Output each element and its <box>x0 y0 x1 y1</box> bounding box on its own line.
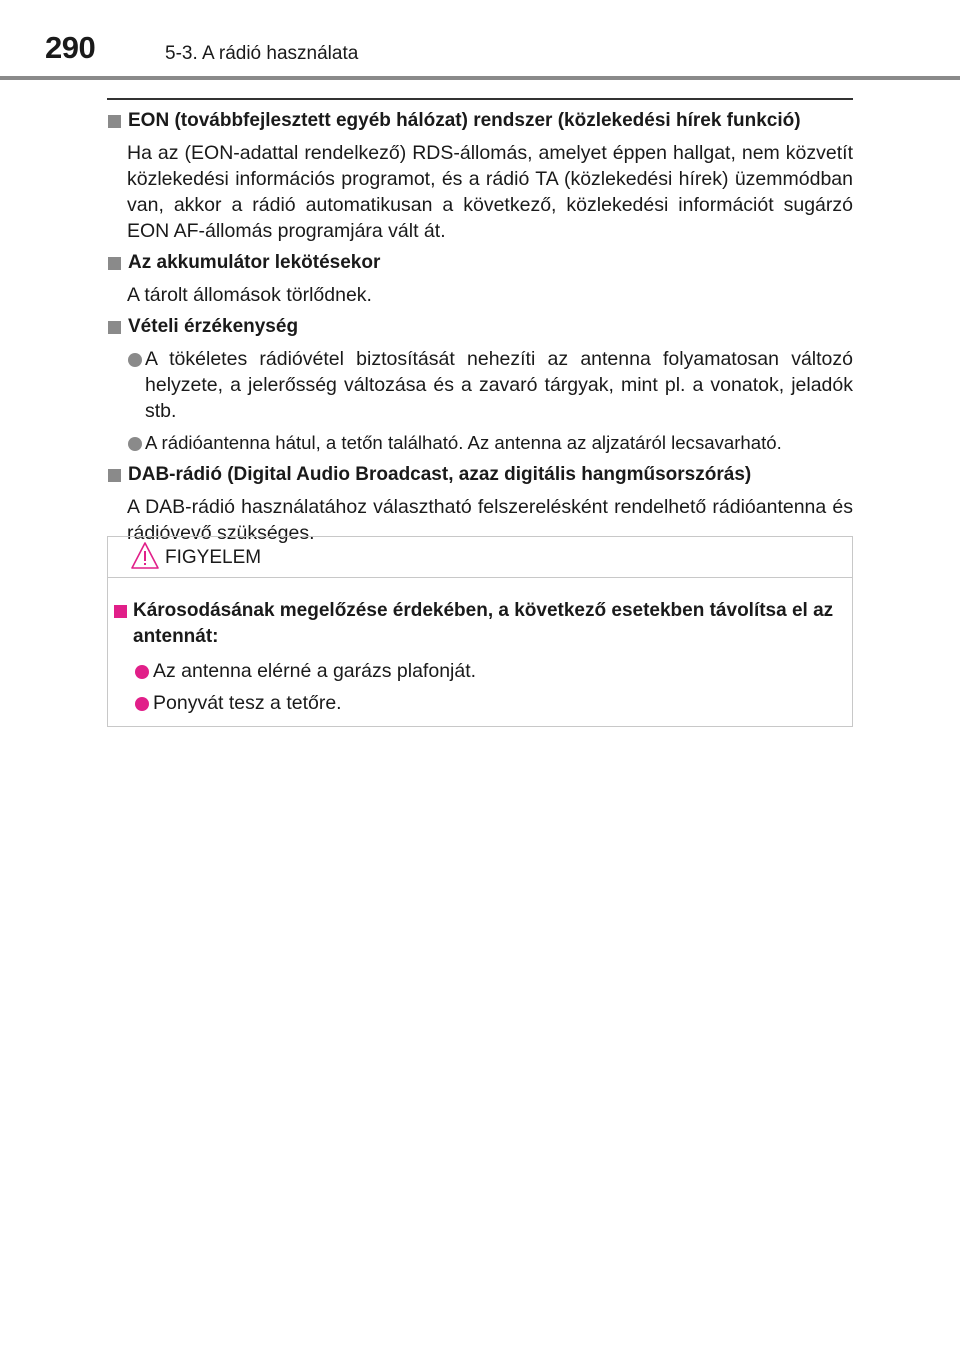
warning-triangle-icon <box>130 541 160 576</box>
list-item <box>107 346 853 424</box>
section-heading <box>107 250 853 276</box>
square-bullet-icon <box>108 469 121 482</box>
square-bullet-icon <box>114 605 127 618</box>
circle-bullet-icon <box>128 437 142 451</box>
section-heading <box>107 314 853 340</box>
content-divider <box>107 98 853 100</box>
section-paragraph: A DAB-rádió használatához választható felszerelésként rendelhető rádióantenna és rádióvevő szükséges. <box>127 496 853 544</box>
warning-heading-text: Károsodásának megelőzése érdekében, a következő esetekben távolítsa el az antennát: <box>133 600 834 647</box>
section-heading-text: Vételi érzékenység <box>128 316 299 337</box>
section-title: 5-3. A rádió használata <box>165 43 359 64</box>
warning-heading <box>108 598 852 650</box>
circle-bullet-icon <box>128 353 142 367</box>
warning-header <box>108 537 852 578</box>
section-heading <box>107 462 853 488</box>
warning-list-item-text: Ponyvát tesz a tetőre. <box>153 692 342 714</box>
header-divider <box>0 76 960 80</box>
section-paragraph: A tárolt állomások törlődnek. <box>127 284 372 306</box>
warning-list-item-text: Az antenna elérné a garázs plafonját. <box>153 660 477 682</box>
list-item <box>107 430 853 456</box>
warning-box <box>107 536 853 727</box>
list-item-text: A tökéletes rádióvétel biztosítását nehezíti az antenna folyamatosan változó helyzete, a jelerősség változása és a zavaró tárgyak, mint pl. a vonatok, jeladók stb. <box>145 348 853 422</box>
section-heading-text: EON (továbbfejlesztett egyéb hálózat) rendszer (közlekedési hírek funkció) <box>128 110 801 131</box>
square-bullet-icon <box>108 257 121 270</box>
main-content <box>107 108 853 552</box>
section-heading-text: DAB-rádió (Digital Audio Broadcast, azaz digitális hangműsorszórás) <box>128 464 752 485</box>
section-paragraph: Ha az (EON-adattal rendelkező) RDS-állomás, amelyet éppen hallgat, nem közvetít közlekedési információs programot, és a rádió TA (közlekedési hírek) üzemmódban van, akkor a rádió automatikusan a következő, közlekedési információt sugárzó EON AF-állomás programjára vált át. <box>127 142 853 242</box>
page-number: 290 <box>45 30 96 65</box>
square-bullet-icon <box>108 321 121 334</box>
warning-list-item <box>108 658 852 684</box>
circle-bullet-icon <box>135 697 149 711</box>
square-bullet-icon <box>108 115 121 128</box>
warning-title: FIGYELEM <box>165 547 262 568</box>
section-heading-text: Az akkumulátor lekötésekor <box>128 252 381 273</box>
section-heading <box>107 108 853 134</box>
list-item-text: A rádióantenna hátul, a tetőn található. Az antenna az aljzatáról lecsavarható. <box>145 432 782 453</box>
circle-bullet-icon <box>135 665 149 679</box>
warning-body <box>108 578 852 716</box>
warning-list-item <box>108 690 852 716</box>
